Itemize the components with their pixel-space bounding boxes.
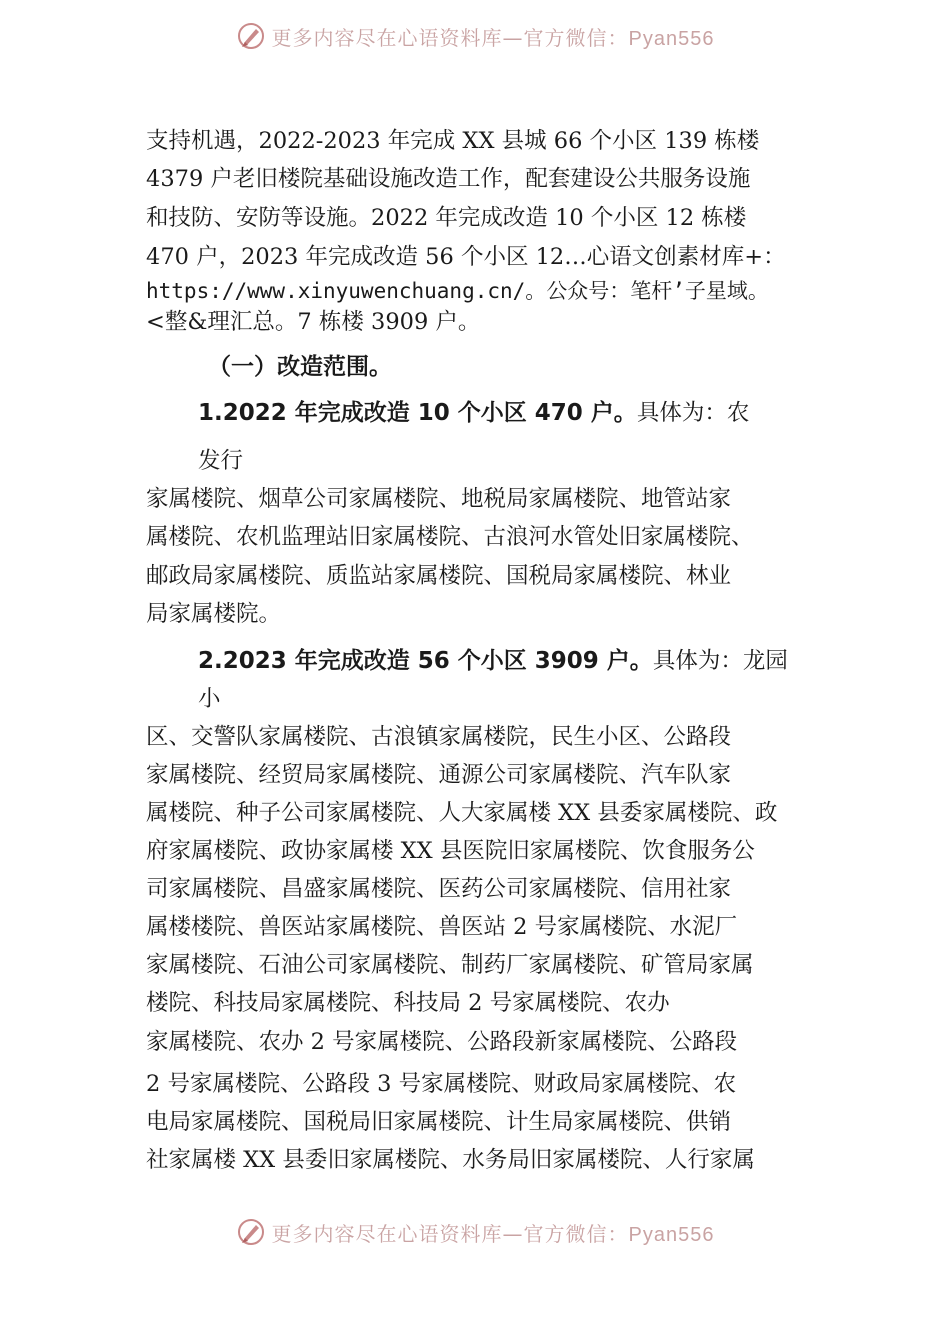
list-item-1 [198,394,749,432]
paragraph-line: 属楼楼院、兽医站家属楼院、兽医站 2 号家属楼院、水泥厂 [146,914,738,940]
paragraph-line: 家属楼院、石油公司家属楼院、制药厂家属楼院、矿管局家属 [146,952,754,978]
watermark-handle: Pyan556 [628,27,715,50]
paragraph-line: 局家属楼院。 [146,601,282,627]
watermark-handle: Pyan556 [628,1223,715,1246]
footer-watermark [0,1212,950,1252]
watermark-text: 更多内容尽在心语资料库—官方微信：Pyan556 [271,1221,715,1246]
paragraph-line: 楼院、科技局家属楼院、科技局 2 号家属楼院、农办 [146,990,670,1016]
section-heading: （一）改造范围。 [208,354,392,380]
list-item-1-text: 具体为：农 [636,400,750,426]
paragraph-line: 470 户，2023 年完成改造 56 个小区 12…心语文创素材库+： [146,244,786,270]
paragraph-line: 属楼院、农机监理站旧家属楼院、古浪河水管处旧家属楼院、 [146,524,754,550]
list-item-2-text: 具体为：龙园 [652,648,788,674]
list-item-2-title: 2.2023 年完成改造 56 个小区 3909 户。 [198,648,653,674]
pen-logo-icon [236,1217,266,1247]
paragraph-line: 家属楼院、农办 2 号家属楼院、公路段新家属楼院、公路段 [146,1029,738,1055]
paragraph-line: <整&理汇总。7 栋楼 3909 户。 [146,309,481,335]
paragraph-line: 电局家属楼院、国税局旧家属楼院、计生局家属楼院、供销 [146,1109,732,1135]
paragraph-line: 4379 户老旧楼院基础设施改造工作，配套建设公共服务设施 [146,166,751,192]
paragraph-line-url: https://www.xinyuwenchuang.cn/。公众号：笔杆’子星域。 [146,279,769,303]
watermark-text: 更多内容尽在心语资料库—官方微信：Pyan556 [271,25,715,50]
paragraph-line: 司家属楼院、昌盛家属楼院、医药公司家属楼院、信用社家 [146,876,732,902]
paragraph-line: 属楼院、种子公司家属楼院、人大家属楼 XX 县委家属楼院、政 [146,800,778,826]
paragraph-line: 家属楼院、经贸局家属楼院、通源公司家属楼院、汽车队家 [146,762,732,788]
list-item-1-title: 1.2022 年完成改造 10 个小区 470 户。 [198,400,637,426]
paragraph-line: 和技防、安防等设施。2022 年完成改造 10 个小区 12 栋楼 [146,205,747,231]
paragraph-line: 支持机遇，2022-2023 年完成 XX 县城 66 个小区 139 栋楼 [146,128,760,154]
pen-logo-icon [236,21,266,51]
paragraph-line: 邮政局家属楼院、质监站家属楼院、国税局家属楼院、林业 [146,563,732,589]
paragraph-line: 区、交警队家属楼院、古浪镇家属楼院，民生小区、公路段 [146,724,732,750]
list-item-2-cont: 小 [198,686,221,712]
header-watermark [0,16,950,56]
paragraph-line: 家属楼院、烟草公司家属楼院、地税局家属楼院、地管站家 [146,486,732,512]
paragraph-line: 府家属楼院、政协家属楼 XX 县医院旧家属楼院、饮食服务公 [146,838,755,864]
paragraph-line: 2 号家属楼院、公路段 3 号家属楼院、财政局家属楼院、农 [146,1071,737,1097]
list-item-2 [198,642,788,680]
paragraph-line: 社家属楼 XX 县委旧家属楼院、水务局旧家属楼院、人行家属 [146,1147,755,1173]
list-item-1-cont: 发行 [198,448,244,474]
